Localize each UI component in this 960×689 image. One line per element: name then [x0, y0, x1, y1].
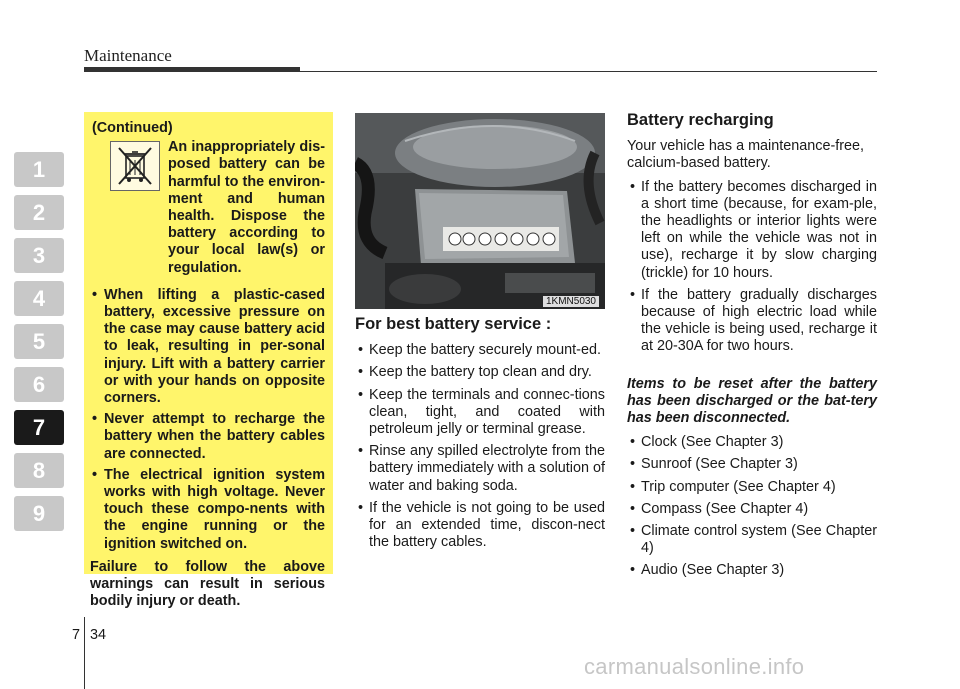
page-number: 34 [90, 627, 107, 643]
page-divider [84, 617, 85, 689]
reset-item: • Trip computer (See Chapter 4) [627, 479, 877, 496]
reset-item: • Audio (See Chapter 3) [627, 562, 877, 579]
recharging-heading: Battery recharging [627, 111, 774, 129]
reset-item: • Clock (See Chapter 3) [627, 434, 877, 451]
chapter-tab-1[interactable]: 1 [14, 152, 64, 187]
crossed-out-wheelie-bin-icon [110, 141, 160, 191]
warning-list [90, 287, 325, 553]
recharging-item: • If the battery gradually discharges because of high electric load while the vehicle is being used, recharge it at 20-30A for two hours. [627, 287, 877, 356]
best-service-list [355, 342, 605, 551]
engine-battery-photo [355, 113, 605, 309]
chapter-tab-4[interactable]: 4 [14, 281, 64, 316]
reset-item: • Sunroof (See Chapter 3) [627, 456, 877, 473]
header-rule-thick [84, 67, 300, 72]
disposal-text: An inappropriately dis-posed battery can be harmful to the environ-ment and human health. Dispose the battery according to your local law(s) or regulation. [168, 139, 325, 276]
page-chapter-number: 7 [72, 627, 81, 643]
watermark: carmanualsonline.info [584, 654, 805, 679]
disposal-notice [90, 139, 325, 277]
chapter-tab-3[interactable]: 3 [14, 238, 64, 273]
chapter-tab-8[interactable]: 8 [14, 453, 64, 488]
warning-item-recharge: • Never attempt to recharge the battery when the battery cables are connected. [90, 411, 325, 463]
recharging-list [627, 179, 877, 356]
header-rule-thin [300, 71, 877, 72]
warning-box [84, 112, 333, 610]
chapter-tabs [14, 152, 64, 539]
chapter-tab-9[interactable]: 9 [14, 496, 64, 531]
best-service-item: • Keep the battery top clean and dry. [355, 364, 605, 381]
battery-recharging-section [627, 112, 877, 585]
warning-item-lifting: • When lifting a plastic-cased battery, excessive pressure on the case may cause battery acid to leak, resulting in per-sonal injury. Lift with a battery carrier or with your hands on opposite corners. [90, 287, 325, 407]
chapter-tab-7-active[interactable]: 7 [14, 410, 64, 445]
reset-items-list [627, 434, 877, 579]
recharging-intro: Your vehicle has a maintenance-free, calcium-based battery. [627, 138, 865, 172]
warning-continued: (Continued) [92, 120, 173, 136]
warning-footer: Failure to follow the above warnings can result in serious bodily injury or death. [90, 558, 325, 610]
best-service-item: • If the vehicle is not going to be used for an extended time, discon-nect the battery cables. [355, 500, 605, 552]
best-service-item: • Keep the terminals and connec-tions clean, tight, and coated with petroleum jelly or terminal grease. [355, 387, 605, 439]
photo-code-label: 1KMN5030 [543, 296, 599, 307]
best-service-heading: For best battery service : [355, 315, 552, 333]
chapter-tab-2[interactable]: 2 [14, 195, 64, 230]
best-service-item: • Rinse any spilled electrolyte from the battery immediately with a solution of water and baking soda. [355, 443, 605, 495]
reset-item: • Climate control system (See Chapter 4) [627, 523, 877, 557]
reset-items-heading: Items to be reset after the battery has been discharged or the bat-tery has been disconnected. [627, 375, 877, 427]
warning-item-high-voltage: • The electrical ignition system works with high voltage. Never touch these compo-nents with the engine running or the ignition switched on. [90, 467, 325, 553]
recharging-item: • If the battery becomes discharged in a short time (because, for exam-ple, the headlights or interior lights were left on while the vehicle was not in use), recharge it by slow charging (trickle) for 10 hours. [627, 179, 877, 282]
best-service-section [355, 316, 605, 556]
best-service-item: • Keep the battery securely mount-ed. [355, 342, 605, 359]
page-header-title: Maintenance [84, 46, 172, 65]
chapter-tab-5[interactable]: 5 [14, 324, 64, 359]
reset-item: • Compass (See Chapter 4) [627, 501, 877, 518]
chapter-tab-6[interactable]: 6 [14, 367, 64, 402]
